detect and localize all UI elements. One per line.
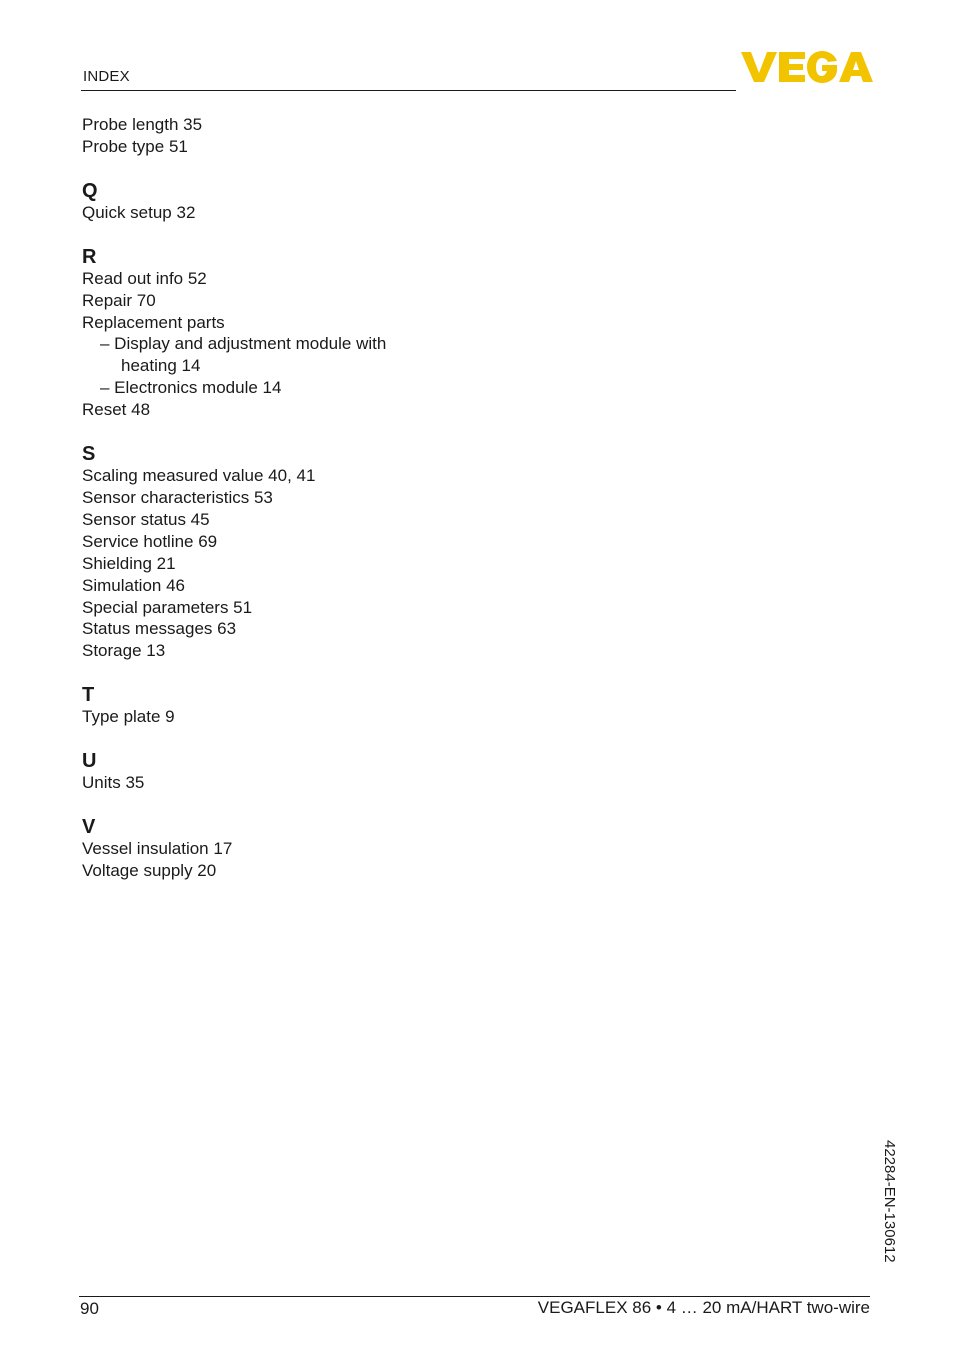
index-entry: Read out info 52 — [82, 268, 207, 288]
index-entry: Quick setup 32 — [82, 202, 196, 222]
section-heading-t: T — [82, 684, 95, 707]
document-code-text: 42284-EN-130612 — [881, 1140, 898, 1263]
index-entry: Units 35 — [82, 773, 145, 793]
index-entry: Sensor characteristics 53 — [82, 487, 273, 507]
index-entry: Scaling measured value 40, 41 — [82, 466, 316, 486]
index-subentry: – Display and adjustment module with — [100, 334, 387, 354]
section-heading-s: S — [82, 443, 96, 466]
index-entry: Probe type 51 — [82, 136, 188, 156]
index-entry: Voltage supply 20 — [82, 860, 217, 880]
index-entry: Special parameters 51 — [82, 597, 253, 617]
index-subentry: – Electronics module 14 — [100, 378, 282, 398]
index-entry: Type plate 9 — [82, 707, 175, 727]
vega-logo — [741, 50, 873, 84]
section-heading-q: Q — [82, 179, 98, 202]
index-entry: Sensor status 45 — [82, 509, 210, 529]
section-heading-u: U — [82, 750, 97, 773]
index-entry: Vessel insulation 17 — [82, 839, 233, 859]
index-entry: Probe length 35 — [82, 115, 203, 134]
index-entry: Replacement parts — [82, 312, 225, 332]
page-number: 90 — [80, 1299, 99, 1318]
footer-title: VEGAFLEX 86 • 4 … 20 mA/HART two-wire — [537, 1298, 870, 1317]
logo-letter-g — [807, 51, 837, 83]
logo-letter-v — [741, 52, 777, 82]
index-entry: Service hotline 69 — [82, 531, 218, 551]
logo-letter-e — [779, 52, 805, 82]
footer-rule — [79, 1296, 870, 1297]
header-rule — [81, 90, 736, 91]
document-code — [878, 1140, 902, 1290]
index-entry: Storage 13 — [82, 641, 166, 661]
index-entry: Reset 48 — [82, 400, 151, 420]
index-entry: Simulation 46 — [82, 575, 186, 595]
index-list — [82, 114, 682, 882]
index-subentry-continuation: heating 14 — [121, 356, 201, 376]
section-heading-v: V — [82, 816, 96, 839]
index-entry: Repair 70 — [82, 290, 156, 310]
index-entry: Status messages 63 — [82, 619, 237, 639]
index-entry: Shielding 21 — [82, 553, 176, 573]
section-heading-r: R — [82, 245, 97, 268]
section-label: INDEX — [83, 68, 130, 85]
